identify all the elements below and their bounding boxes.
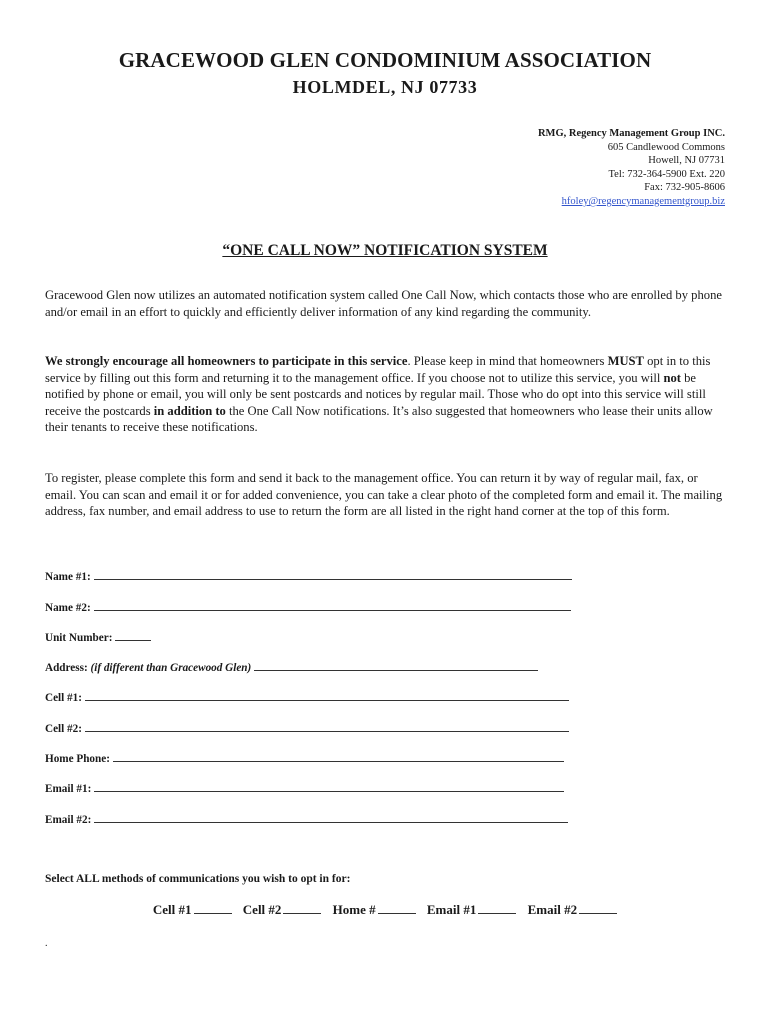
association-location: HOLMDEL, NJ 07733 (292, 77, 478, 97)
name2-input-line[interactable] (94, 600, 571, 611)
unit-number-input-line[interactable] (115, 630, 151, 641)
cell2-label: Cell #2: (45, 723, 82, 735)
trailing-mark: . (45, 938, 48, 949)
association-title: GRACEWOOD GLEN CONDOMINIUM ASSOCIATION (118, 48, 652, 72)
opt-in-blank (579, 903, 617, 914)
must-emphasis: MUST (607, 354, 644, 368)
intro-paragraph: Gracewood Glen now utilizes an automated notification system called One Call Now, which contacts those who are enrolled by phone and/or email in an effort to quickly and efficiently deliver information of any kind regarding the community. (45, 288, 722, 319)
opt-in-label: Cell #2 (242, 902, 282, 917)
address-note: (if different than Gracewood Glen) (90, 662, 252, 674)
opt-in-email1[interactable] (427, 902, 516, 917)
opt-in-cell2[interactable] (243, 902, 322, 917)
email2-field (45, 812, 568, 826)
encourage-paragraph (45, 353, 730, 436)
name1-label: Name #1: (45, 571, 91, 583)
email2-label: Email #2: (45, 814, 92, 826)
home-phone-input-line[interactable] (113, 751, 564, 762)
opt-in-home[interactable] (333, 902, 416, 917)
email1-field (45, 781, 564, 795)
opt-in-blank (478, 903, 516, 914)
management-contact-block (538, 127, 725, 209)
address-label: Address: (45, 662, 88, 674)
opt-in-methods (0, 902, 770, 918)
contact-email-link[interactable]: hfoley@regencymanagementgroup.biz (561, 195, 725, 207)
opt-in-label: Email #1 (426, 902, 477, 917)
opt-in-email2[interactable] (528, 902, 617, 917)
section-heading-text: “ONE CALL NOW” NOTIFICATION SYSTEM (222, 242, 548, 259)
home-phone-field (45, 751, 564, 765)
unit-number-field (45, 630, 151, 644)
cell1-input-line[interactable] (85, 690, 569, 701)
address-input-line[interactable] (254, 660, 538, 671)
opt-in-label: Email #2 (527, 902, 578, 917)
opt-in-blank (378, 903, 416, 914)
contact-phone: Tel: 732-364-5900 Ext. 220 (608, 168, 725, 180)
home-phone-label: Home Phone: (45, 753, 110, 765)
name2-label: Name #2: (45, 602, 91, 614)
not-emphasis: not (663, 370, 681, 385)
paragraph-text: be notified by phone or email, you will only be sent postcards and notices by regular mail. Those who do opt into this service will still receive the postcards (45, 370, 706, 418)
paragraph-text: the One Call Now notifications. It’s also suggested that homeowners who lease their units allow their tenants to receive these notifications. (45, 403, 713, 435)
opt-in-label: Cell #1 (152, 902, 192, 917)
opt-in-instructions: Select ALL methods of communications you wish to opt in for: (45, 873, 351, 885)
unit-number-label: Unit Number: (45, 632, 113, 644)
opt-in-label: Home # (332, 902, 376, 917)
contact-address-line1: 605 Candlewood Commons (607, 141, 725, 153)
address-field (45, 660, 538, 674)
email1-label: Email #1: (45, 783, 92, 795)
name1-field (45, 569, 572, 583)
opt-in-cell1[interactable] (153, 902, 232, 917)
cell1-label: Cell #1: (45, 692, 82, 704)
email2-input-line[interactable] (94, 812, 568, 823)
opt-in-blank (283, 903, 321, 914)
opt-in-blank (194, 903, 232, 914)
management-company: RMG, Regency Management Group INC. (537, 128, 725, 139)
name1-input-line[interactable] (94, 569, 572, 580)
cell2-field (45, 721, 569, 735)
name2-field (45, 600, 571, 614)
encourage-emphasis: We strongly encourage all homeowners to participate in this service (45, 354, 408, 368)
paragraph-text: . Please keep in mind that homeowners (407, 354, 608, 368)
in-addition-emphasis: in addition to (153, 403, 226, 418)
email1-input-line[interactable] (94, 781, 564, 792)
registration-paragraph: To register, please complete this form and send it back to the management office. You can return it by way of regular mail, fax, or email. You can scan and email it or for added convenience, you can take a clear photo of the completed form and email it. The mailing address, fax number, and email address to use to return the form are all listed in the right hand corner at the top of this form. (45, 471, 723, 519)
cell1-field (45, 690, 569, 704)
paragraph-text: opt in to this service by filling out this form and returning it to the management office. If you choose not to utilize this service, you will (45, 354, 711, 385)
contact-address-line2: Howell, NJ 07731 (648, 155, 725, 167)
section-heading (0, 242, 770, 260)
cell2-input-line[interactable] (85, 721, 569, 732)
contact-fax: Fax: 732-905-8606 (644, 182, 725, 194)
